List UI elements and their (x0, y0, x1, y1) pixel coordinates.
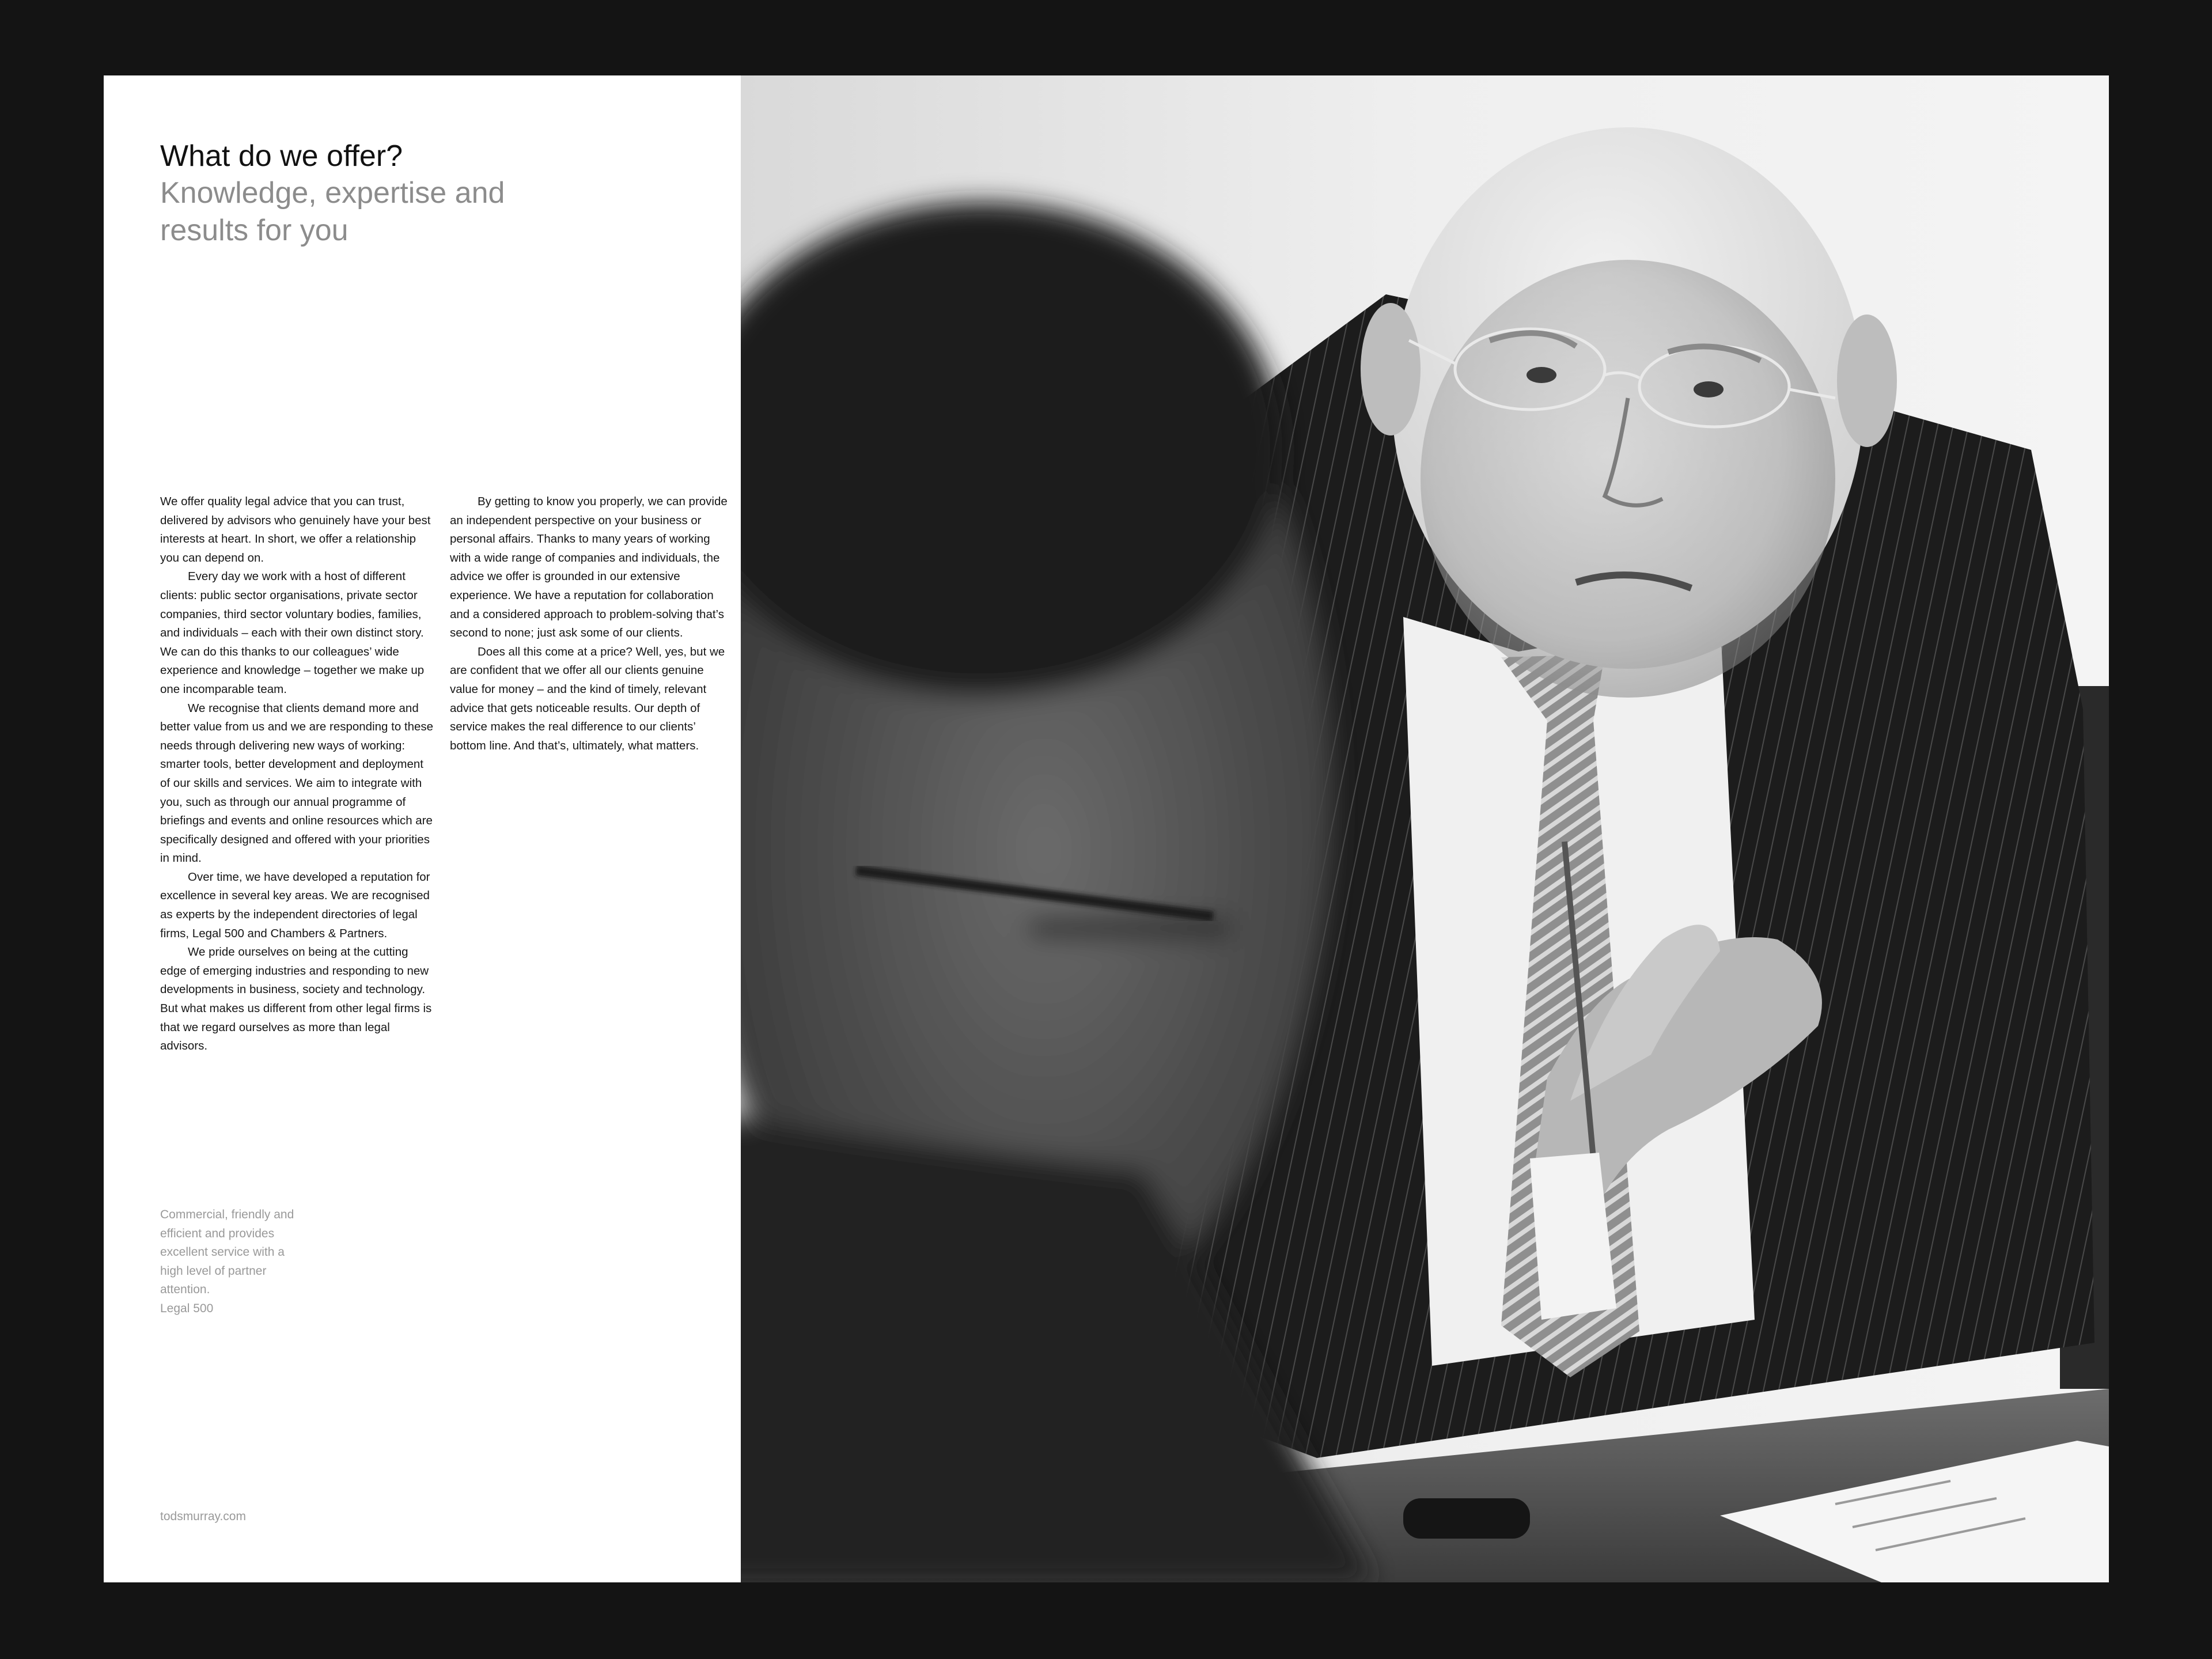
paragraph: By getting to know you properly, we can provide an independent perspective on your business or personal affairs. Thanks to many years of working with a wide range of companies and individuals, the advice we offer is grounded in our extensive experience. We have a reputation for collaboration and a considered approach to problem-solving that’s second to none; just ask some of our clients. (450, 495, 728, 640)
paragraph: We recognise that clients demand more and better value from us and we are responding to these needs through delivering new ways of working: smarter tools, better development and deployment of our skills and services. We aim to integrate with you, such as through our annual programme of briefings and events and online resources which are specifically designed and offered with your priorities in mind. (160, 701, 434, 865)
heading-block (160, 138, 621, 249)
paragraph: Does all this come at a price? Well, yes, but we are confident that we offer all our clients genuine value for money – and the kind of timely, relevant advice that gets noticeable results. Our depth of service makes the real difference to our clients’ bottom line. And that’s, ultimately, what matters. (450, 645, 725, 752)
right-eye (1694, 381, 1724, 397)
paragraph: Over time, we have developed a reputation for excellence in several key areas. We are recognised as experts by the independent directories of legal firms, Legal 500 and Chambers & Partners. (160, 870, 430, 940)
pull-quote (160, 1206, 298, 1319)
left-ear (1361, 303, 1421, 435)
left-eye (1527, 367, 1556, 383)
left-page (104, 75, 741, 1582)
meeting-photo (741, 75, 2109, 1582)
paragraph: Every day we work with a host of different clients: public sector organisations, private sector companies, third sector voluntary bodies, families, and individuals – each with their own distinct story. We can do this thanks to our colleagues’ wide experience and knowledge – together we make up one incomparable team. (160, 570, 425, 696)
website-url[interactable]: todsmurray.com (160, 1510, 246, 1523)
quote-source: Legal 500 (160, 1301, 214, 1315)
right-ear (1837, 315, 1897, 447)
paragraph: We pride ourselves on being at the cutting edge of emerging industries and responding to new developments in business, society and technology. But what makes us different from other legal firms is that we regard ourselves as more than legal advisors. (160, 945, 432, 1053)
phone (1403, 1498, 1530, 1539)
quote-text: Commercial, friendly and efficient and provides excellent service with a high level of partner attention. (160, 1208, 294, 1297)
paragraph: We offer quality legal advice that you can trust, delivered by advisors who genuinely have your best interests at heart. In short, we offer a relationship you can depend on. (160, 495, 431, 565)
face (1421, 260, 1835, 698)
brochure-spread (104, 75, 2109, 1582)
page-subtitle: Knowledge, expertise and results for you (160, 176, 505, 247)
body-column-right (450, 493, 729, 755)
page-title: What do we offer? (160, 139, 403, 173)
body-column-left (160, 493, 435, 1056)
